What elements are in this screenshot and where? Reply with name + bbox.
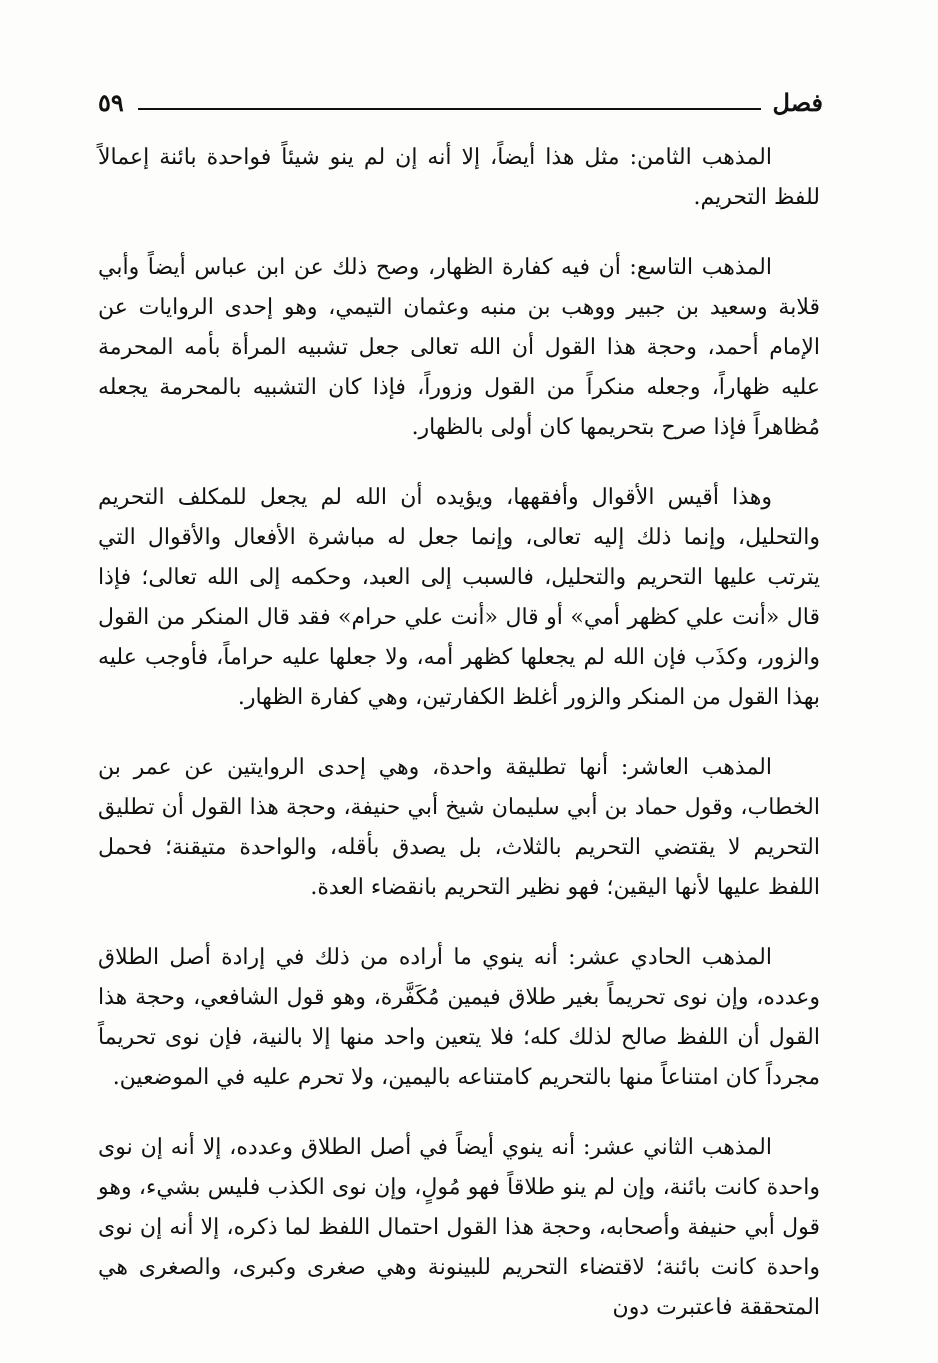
- body-text: [98, 138, 820, 1328]
- paragraph-twelfth-school: المذهب الثاني عشر: أنه ينوي أيضاً في أصل الطلاق وعدده، إلا أنه إن نوى واحدة كانت بائنة، وإن لم ينو طلاقاً فهو مُولٍ، وإن نوى الكذب فليس بشيء، وهو قول أبي حنيفة وأصحابه، وحجة هذا القول احتمال اللفظ لما ذكره، إلا أنه إن نوى واحدة كانت بائنة؛ لاقتضاء التحريم للبينونة وهي صغرى وكبرى، والصغرى هي المتحققة فاعتبرت دون: [98, 1135, 820, 1320]
- paragraph-ninth-school: المذهب التاسع: أن فيه كفارة الظهار، وصح ذلك عن ابن عباس أيضاً وأبي قلابة وسعيد بن جبير ووهب بن منبه وعثمان التيمي، وهو إحدى الروايات عن الإمام أحمد، وحجة هذا القول أن الله تعالى جعل تشبيه المرأة بأمه المحرمة عليه ظهاراً، وجعله منكراً من القول وزوراً، فإذا كان التشبيه بالمحرمة يجعله مُظاهراً فإذا صرح بتحريمها كان أولى بالظهار.: [98, 255, 820, 440]
- paragraph-tenth-school: المذهب العاشر: أنها تطليقة واحدة، وهي إحدى الروايتين عن عمر بن الخطاب، وقول حماد بن أبي سليمان شيخ أبي حنيفة، وحجة هذا القول أن تطليق التحريم لا يقتضي التحريم بالثلاث، بل يصدق بأقله، والواحدة متيقنة؛ فحمل اللفظ عليها لأنها اليقين؛ فهو نظير التحريم بانقضاء العدة.: [98, 755, 821, 900]
- paragraph-commentary: وهذا أقيس الأقوال وأفقهها، ويؤيده أن الله لم يجعل للمكلف التحريم والتحليل، وإنما ذلك إليه تعالى، وإنما جعل له مباشرة الأفعال والأقوال التي يترتب عليها التحريم والتحليل، فالسبب إلى العبد، وحكمه إلى الله تعالى؛ فإذا قال «أنت علي كظهر أمي» أو قال «أنت علي حرام» فقد قال المنكر من القول والزور، وكذَب فإن الله لم يجعلها كظهر أمه، ولا جعلها عليه حراماً، فأوجب عليه بهذا القول من المنكر والزور أغلظ الكفارتين، وهي كفارة الظهار.: [98, 485, 820, 710]
- header-rule: [138, 108, 761, 110]
- chapter-title: فصل: [772, 88, 823, 117]
- paragraph-eighth-school: المذهب الثامن: مثل هذا أيضاً، إلا أنه إن لم ينو شيئاً فواحدة بائنة إعمالاً للفظ التحريم.: [98, 145, 820, 210]
- page-number: ٥٩: [98, 88, 124, 117]
- paragraph-eleventh-school: المذهب الحادي عشر: أنه ينوي ما أراده من ذلك في إرادة أصل الطلاق وعدده، وإن نوى تحريماً بغير طلاق فيمين مُكَفَّرة، وهو قول الشافعي، وحجة هذا القول أن اللفظ صالح لذلك كله؛ فلا يتعين واحد منها إلا بالنية، فإن نوى تحريماً مجرداً كان امتناعاً منها بالتحريم كامتناعه باليمين، ولا تحرم عليه في الموضعين.: [98, 945, 820, 1090]
- running-header: [98, 86, 823, 120]
